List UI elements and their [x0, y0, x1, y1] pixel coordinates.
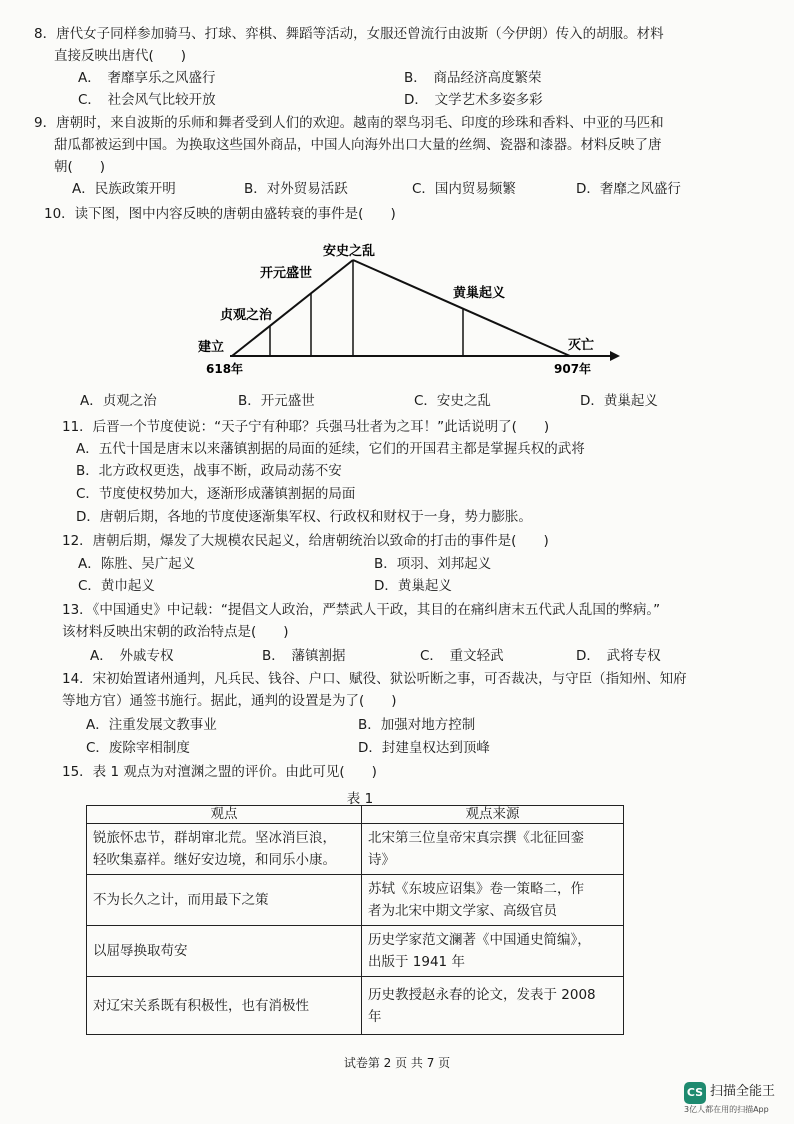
- cell-view: [87, 824, 362, 875]
- q14-option-b: B．加强对地方控制: [358, 717, 476, 733]
- q13-option-c: C． 重文轻武: [420, 648, 504, 664]
- label-anshi: 安史之乱: [323, 244, 376, 259]
- label-fall: 灭亡: [568, 338, 595, 353]
- q14-option-a: A．注重发展文教事业: [86, 717, 217, 733]
- q8-option-b: B． 商品经济高度繁荣: [404, 70, 542, 86]
- q11-option-a: A．五代十国是唐末以来藩镇割据的局面的延续，它们的开国君主都是掌握兵权的武将: [76, 441, 585, 457]
- q8-option-d: D． 文学艺术多姿多彩: [404, 92, 543, 108]
- page-footer: 试卷第 2 页 共 7 页: [343, 1056, 451, 1070]
- table-row: [87, 977, 624, 1035]
- evaluation-table: [86, 805, 624, 1035]
- q11-option-c: C．节度使权势加大，逐渐形成藩镇割据的局面: [76, 486, 356, 502]
- q13-option-a: A． 外戚专权: [90, 648, 174, 664]
- q15-stem: 15．表 1 观点为对澶渊之盟的评价。由此可见( ): [62, 764, 377, 780]
- table-header-row: [87, 806, 624, 824]
- q11-option-b: B．北方政权更迭，战事不断，政局动荡不安: [76, 463, 342, 479]
- q9-stem-line2: 甜瓜都被运到中国。为换取这些国外商品，中国人向海外出口大量的丝绸、瓷器和漆器。材料反映了唐: [54, 137, 662, 153]
- source-text: 苏轼《东坡应诏集》卷一策略二，作者为北宋中期文学家、高级官员: [368, 881, 584, 919]
- header-source: 观点来源: [362, 806, 624, 824]
- scanner-logo-icon: CS: [684, 1082, 706, 1104]
- q10-option-a: A．贞观之治: [80, 393, 157, 409]
- q9-option-d: D．奢靡之风盛行: [576, 181, 681, 197]
- cell-source: [362, 926, 624, 977]
- timeline-arrow: [610, 351, 620, 361]
- q9-stem-line1: 9．唐朝时，来自波斯的乐师和舞者受到人们的欢迎。越南的翠鸟羽毛、印度的珍珠和香料、中亚的马匹和: [34, 115, 664, 131]
- q10-option-d: D．黄巢起义: [580, 393, 658, 409]
- table-caption: 表 1: [346, 791, 374, 807]
- cell-view: 以屈辱换取苟安: [87, 926, 362, 977]
- label-zhenguan: 贞观之治: [220, 308, 273, 323]
- q13-stem-line2: 该材料反映出宋朝的政治特点是( ): [62, 624, 289, 640]
- q14-option-d: D．封建皇权达到顶峰: [358, 740, 490, 756]
- q9-option-a: A．民族政策开明: [72, 181, 176, 197]
- q12-option-c: C．黄巾起义: [78, 578, 155, 594]
- cell-view: 对辽宋关系既有积极性，也有消极性: [87, 977, 362, 1035]
- q8-stem-line2: 直接反映出唐代( ): [54, 48, 187, 64]
- label-start-year: 618年: [206, 362, 244, 375]
- label-kaiyuan: 开元盛世: [260, 266, 313, 281]
- q11-stem: 11．后晋一个节度使说：“天子宁有种耶？兵强马壮者为之耳！”此话说明了( ): [62, 419, 550, 435]
- q13-stem-line1: 13．《中国通史》中记载：“提倡文人政治，严禁武人干政，其目的在痛纠唐末五代武人乱国的弊病。”: [62, 602, 661, 618]
- cell-source: [362, 977, 624, 1035]
- q14-stem-line1: 14．宋初始置诸州通判，凡兵民、钱谷、户口、赋役、狱讼听断之事，可否裁决，与守臣（指知州、知府: [62, 671, 687, 687]
- q8-stem-line1: 8．唐代女子同样参加骑马、打球、弈棋、舞蹈等活动，女服还曾流行由波斯（今伊朗）传入的胡服。材料: [34, 26, 664, 42]
- q12-option-a: A．陈胜、吴广起义: [78, 556, 196, 572]
- table-row: [87, 875, 624, 926]
- label-end-year: 907年: [554, 362, 592, 375]
- cell-view: 不为长久之计，而用最下之策: [87, 875, 362, 926]
- watermark-title: 扫描全能王: [710, 1084, 776, 1099]
- q12-option-b: B．项羽、刘邦起义: [374, 556, 492, 572]
- source-text: 历史教授赵永春的论文，发表于 2008 年: [368, 986, 596, 1025]
- decline-line: [353, 260, 570, 356]
- view-text: 锐旅怀忠节，群胡窜北荒。坚冰消巨浪，轻吹集嘉祥。继好安边境，和同乐小康。: [93, 830, 336, 868]
- cell-source: [362, 824, 624, 875]
- q10-option-b: B．开元盛世: [238, 393, 315, 409]
- q11-option-d: D．唐朝后期，各地的节度使逐渐集军权、行政权和财权于一身，势力膨胀。: [76, 509, 532, 525]
- tang-dynasty-diagram: [190, 235, 630, 375]
- q9-stem-line3: 朝( ): [54, 159, 106, 175]
- q13-option-d: D． 武将专权: [576, 648, 661, 664]
- label-huangchao: 黄巢起义: [453, 286, 506, 301]
- q8-option-a: A． 奢靡享乐之风盛行: [78, 70, 216, 86]
- q14-option-c: C．废除宰相制度: [86, 740, 190, 756]
- q8-option-c: C． 社会风气比较开放: [78, 92, 216, 108]
- table-row: [87, 824, 624, 875]
- q9-option-c: C．国内贸易频繁: [412, 181, 516, 197]
- source-text: 北宋第三位皇帝宋真宗撰《北征回銮诗》: [368, 830, 584, 868]
- watermark-subtitle: 3亿人都在用的扫描App: [684, 1105, 769, 1114]
- q9-option-b: B．对外贸易活跃: [244, 181, 348, 197]
- source-text: 历史学家范文澜著《中国通史简编》，出版于 1941 年: [368, 932, 591, 970]
- q10-option-c: C．安史之乱: [414, 393, 491, 409]
- cell-source: [362, 875, 624, 926]
- q10-stem: 10．读下图，图中内容反映的唐朝由盛转衰的事件是( ): [44, 206, 396, 222]
- table-row: [87, 926, 624, 977]
- header-view: 观点: [87, 806, 362, 824]
- q12-option-d: D．黄巢起义: [374, 578, 452, 594]
- label-founded: 建立: [198, 340, 225, 355]
- q12-stem: 12．唐朝后期，爆发了大规模农民起义，给唐朝统治以致命的打击的事件是( ): [62, 533, 549, 549]
- q13-option-b: B． 藩镇割据: [262, 648, 346, 664]
- q14-stem-line2: 等地方官）通签书施行。据此，通判的设置是为了( ): [62, 693, 397, 709]
